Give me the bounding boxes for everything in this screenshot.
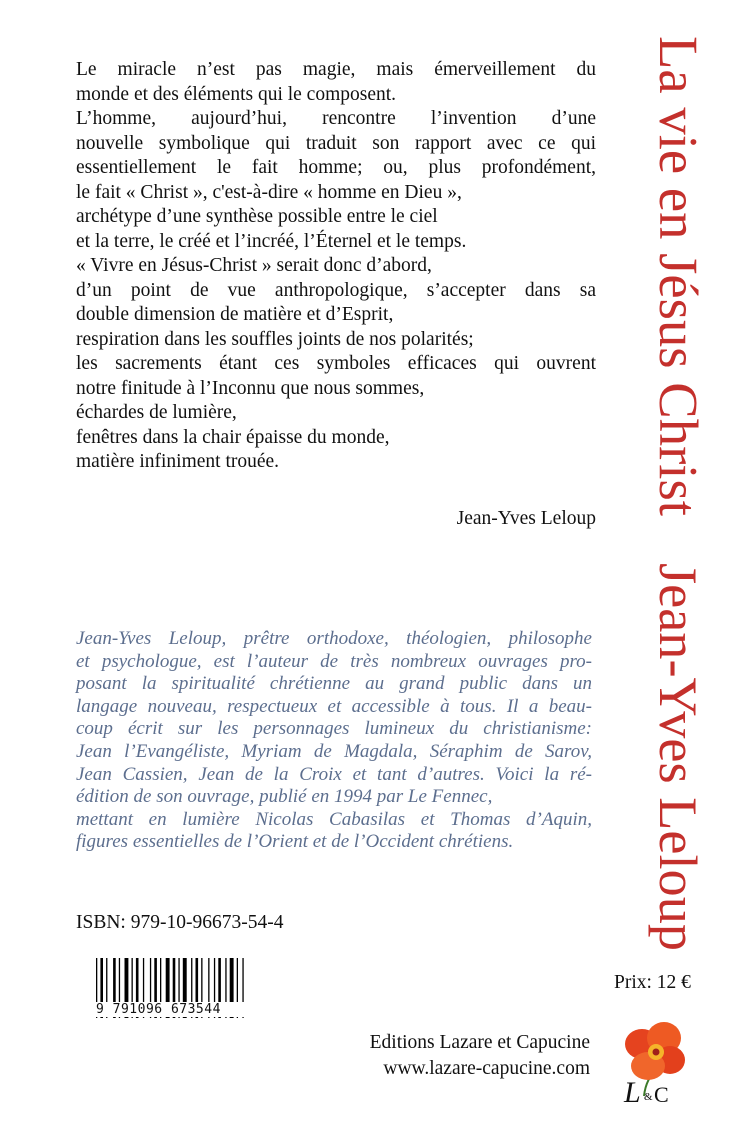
price: Prix: 12 € [614,972,691,993]
bio-line: Jean l’Evangéliste, Myriam de Magdala, Séraphim de Sarov, [76,740,592,762]
publisher-website: www.lazare-capucine.com [383,1058,590,1079]
quote-line: archétype d’une synthèse possible entre le ciel [76,206,438,227]
bio-line: mettant en lumière Nicolas Cabasilas et Thomas d’Aquin, [76,808,592,830]
quote-line: « Vivre en Jésus-Christ » serait donc d’abord, [76,255,432,276]
isbn-number: ISBN: 979-10-96673-54-4 [76,912,284,933]
back-cover-quote [76,58,596,475]
quote-line: notre finitude à l’Inconnu que nous sommes, [76,377,425,399]
bio-line: et psychologue, est l’auteur de très nombreux ouvrages pro- [76,650,592,672]
quote-line: et la terre, le créé et l’incréé, l’Éternel et le temps. [76,230,467,252]
quote-line: L’homme, aujourd’hui, rencontre l’invention d’une [76,108,596,129]
quote-line: matière infiniment trouée. [76,451,280,472]
quote-author: Jean-Yves Leloup [456,508,596,529]
spine-author-box [648,563,708,951]
bio-line: édition de son ouvrage, publié en 1994 par Le Fennec, [76,786,493,808]
spine-title: La vie en Jésus Christ [648,36,709,516]
spine-author: Jean-Yves Leloup [648,563,708,951]
quote-line: double dimension de matière et d’Esprit, [76,304,394,325]
logo-text-c: C [654,1082,669,1107]
nasturtium-flower-icon [618,1016,688,1108]
bio-line: Jean Cassien, Jean de la Croix et tant d’autres. Voici la ré- [76,763,592,785]
bio-line: posant la spiritualité chrétienne au grand public dans un [76,673,592,695]
quote-line: nouvelle symbolique qui traduit son rapport avec ce qui [76,132,596,154]
quote-line: d’un point de vue anthropologique, s’accepter dans sa [76,279,596,301]
bio-line: Jean-Yves Leloup, prêtre orthodoxe, théologien, philosophe [76,628,592,649]
logo-text: L [624,1076,641,1108]
author-bio [76,628,592,854]
publisher-name: Editions Lazare et Capucine [369,1032,590,1053]
quote-line: fenêtres dans la chair épaisse du monde, [76,426,390,448]
logo-text-amp: & [644,1091,653,1103]
quote-line: essentiellement le fait homme; ou, plus profondément, [76,157,596,178]
quote-line: les sacrements étant ces symboles efficaces qui ouvrent [76,353,596,374]
spine-title-box [648,36,708,516]
logo-petals [625,1022,685,1080]
bio-line: langage nouveau, respectueux et accessible à tous. Il a beau- [76,695,592,717]
bio-line: coup écrit sur les personnages lumineux du christianisme: [76,718,592,740]
barcode-digits: 9 791096 673544 [94,1002,268,1017]
publisher-block [352,1030,590,1082]
bio-line: figures essentielles de l’Orient et de l’Occident chrétiens. [76,831,514,853]
quote-line: le fait « Christ », c'est-à-dire « homme en Dieu », [76,181,462,203]
quote-line: échardes de lumière, [76,402,237,423]
quote-line: monde et des éléments qui le composent. [76,83,397,105]
quote-line: Le miracle n’est pas magie, mais émerveillement du [76,59,596,80]
quote-line: respiration dans les souffles joints de nos polarités; [76,328,474,350]
